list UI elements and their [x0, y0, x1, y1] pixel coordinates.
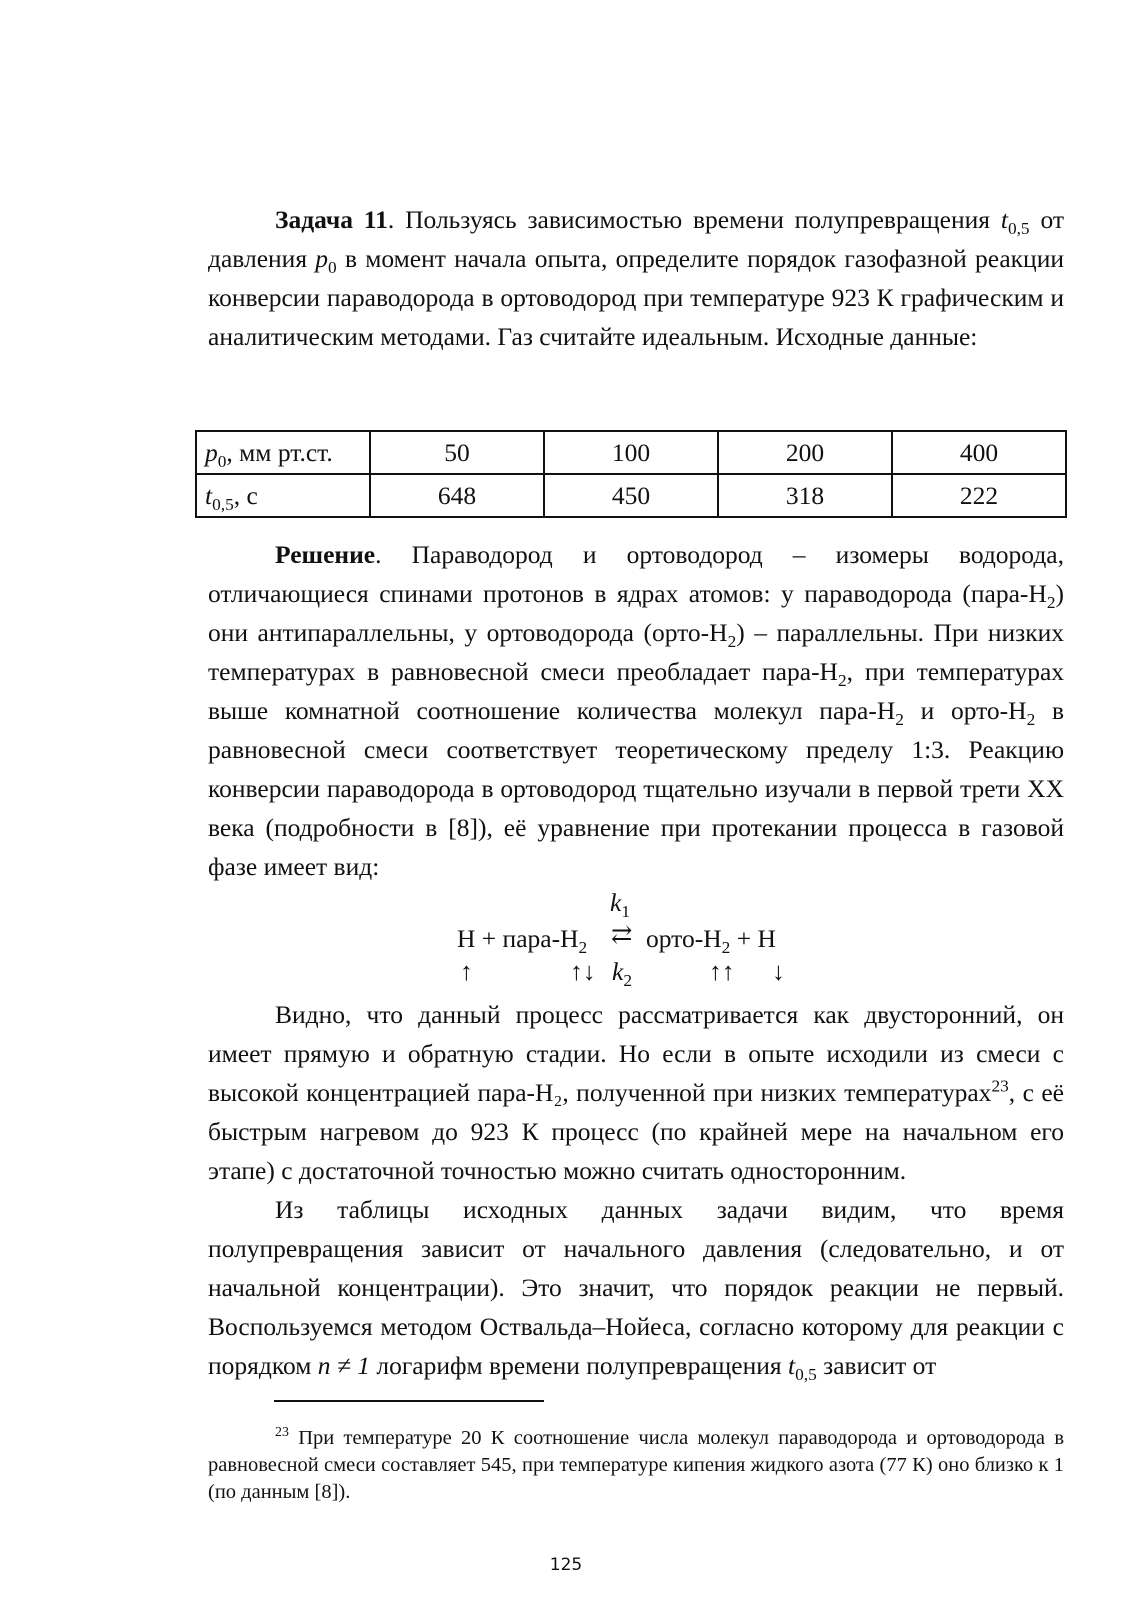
table-cell: 400 [892, 431, 1066, 474]
equilibrium-arrows: ⇄ [611, 920, 633, 949]
rate-constant-k1: $k_1$ [610, 888, 630, 922]
problem-label: Задача 11 [275, 205, 388, 234]
rate-constant-k2: $k_2$ [612, 957, 632, 991]
spin-arrow: ↑↓ [570, 957, 596, 986]
spin-arrow: ↑↑ [709, 957, 735, 986]
initial-data-table [195, 430, 1067, 518]
footnote-divider [274, 1400, 544, 1402]
table-cell: 450 [544, 474, 718, 517]
spin-arrow: ↑ [460, 957, 473, 986]
process-paragraph: Видно, что данный процесс рассматривается как двусторонний, он имеет прямую и обратную стадии. Но если в опыте исходили из смеси с высокой концентрацией пара-H₂, полученной при низких температурах$^{23}$, с её быстрым нагревом до 923 К процесс (по крайней мере на начальном его этапе) с достаточной точностью можно считать односторонним. [208, 1000, 1064, 1185]
method-paragraph: Из таблицы исходных данных задачи видим, что время полупревращения зависит от начального давления (следовательно, и от начальной концентрации). Это значит, что порядок реакции не первый. Воспользуемся методом Оствальда–Нойеса, согласно которому для реакции с порядком n ≠ 1 логарифм времени полупревращения $t_{0,5}$ зависит от [208, 1195, 1064, 1385]
table-cell: 200 [718, 431, 892, 474]
equation-left: H + пара-$H_2$ [457, 924, 588, 958]
table-cell: 222 [892, 474, 1066, 517]
equation-right: орто-$H_2 + H$ [646, 924, 776, 958]
table-row [196, 431, 1066, 474]
row-header-pressure: $p_0$, мм рт.ст. [196, 431, 370, 474]
solution-label: Решение [275, 540, 376, 569]
problem-statement: Задача 11. Пользуясь зависимостью времени полупревращения $t_{0,5}$ от давления $p_0$ в момент начала опыта, определите порядок газофазной реакции конверсии параводорода в ортоводород при температуре 923 К графическим и аналитическим методами. Газ считайте идеальным. Исходные данные: [208, 205, 1064, 351]
table-row [196, 474, 1066, 517]
footnote-ref: 23 [991, 1076, 1009, 1096]
row-header-half-time: $t_{0,5}$, с [196, 474, 370, 517]
table-cell: 648 [370, 474, 544, 517]
solution-paragraph: Решение. Параводород и ортоводород – изомеры водорода, отличающиеся спинами протонов в ядрах атомов: у параводорода $(пара-H_2)$ они антипараллельны, у ортоводорода $(орто-H_2)$ – параллельны. При низких температурах в равновесной смеси преобладает пара-$H_2$, при температурах выше комнатной соотношение количества молекул пара-$H_2$ и орто-$H_2$ в равновесной смеси соответствует теоретическому пределу 1:3. Реакцию конверсии параводорода в ортоводород тщательно изучали в первой трети XX века (подробности в [8]), её уравнение при протекании процесса в газовой фазе имеет вид: [208, 540, 1065, 881]
table-cell: 50 [370, 431, 544, 474]
footnote: $^{23}$ При температуре 20 К соотношение числа молекул параводорода и ортоводорода в равновесной смеси составляет 545, при температуре кипения жидкого азота (77 К) оно близко к 1 (по данным [8]). [208, 1425, 1064, 1503]
spin-arrow: ↓ [772, 957, 785, 986]
table-cell: 318 [718, 474, 892, 517]
table-cell: 100 [544, 431, 718, 474]
page-number: 125 [549, 1555, 583, 1575]
